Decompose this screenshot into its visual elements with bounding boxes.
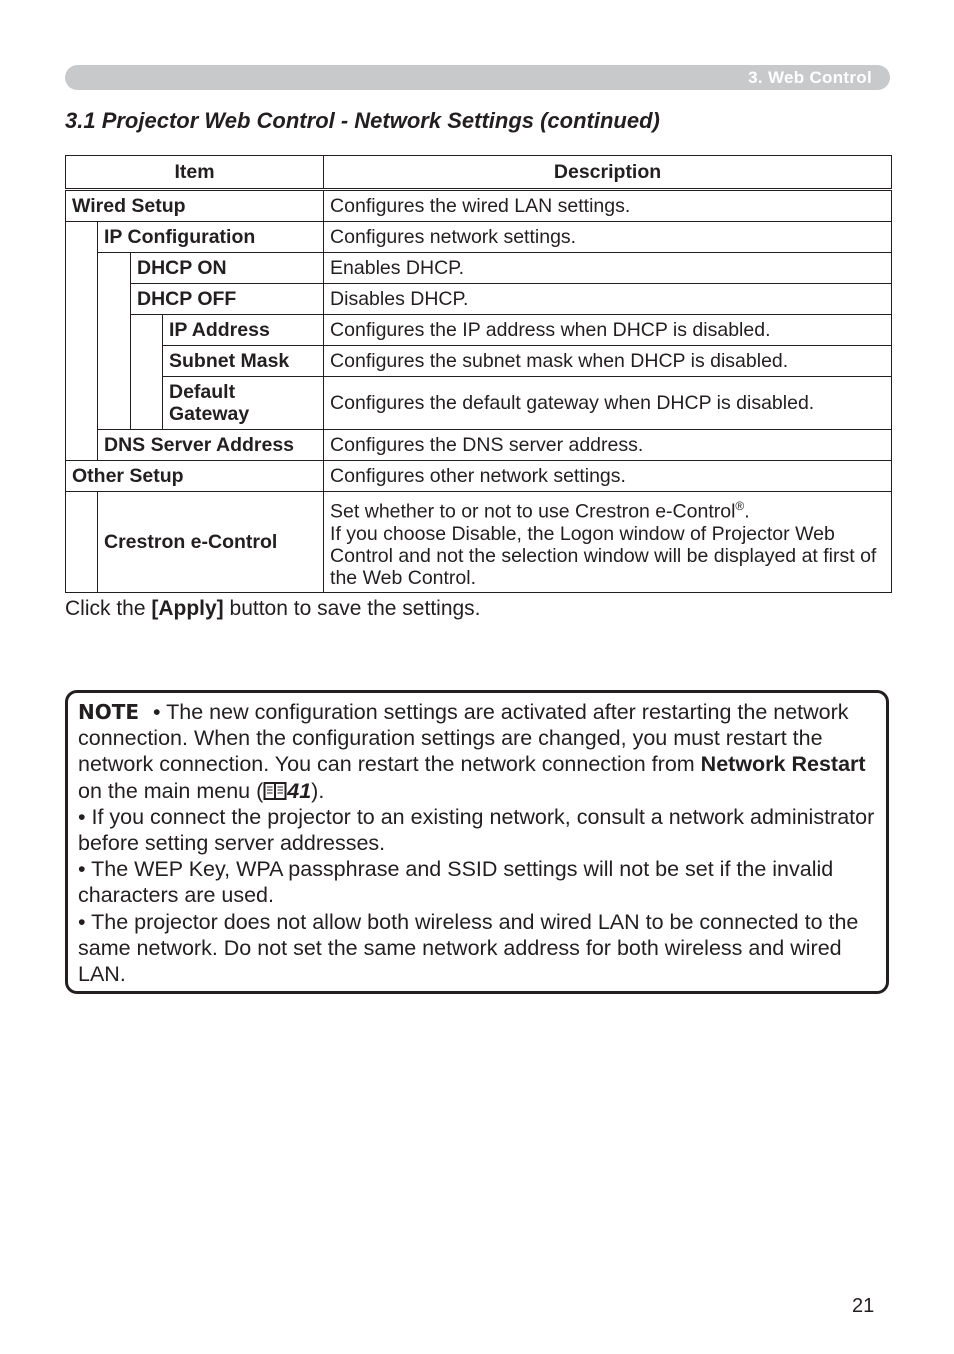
table-header-row bbox=[66, 156, 892, 190]
table-row bbox=[66, 190, 892, 222]
indent-cell bbox=[131, 315, 163, 430]
apply-button-label: [Apply] bbox=[151, 597, 224, 620]
indent-cell bbox=[98, 253, 131, 430]
item-ip-address: IP Address bbox=[163, 315, 324, 346]
desc-ip-address: Configures the IP address when DHCP is disabled. bbox=[324, 315, 892, 346]
column-header-description: Description bbox=[324, 156, 892, 190]
page-number: 21 bbox=[852, 1295, 875, 1317]
item-crestron: Crestron e-Control bbox=[98, 492, 324, 593]
note-p1-text: • The new configuration settings are activated after restarting the network connection. When the configuration settings are changed, you must restart the network connection. You can restart the network connection from bbox=[78, 700, 849, 777]
desc-crestron-line1-end: . bbox=[744, 500, 750, 523]
network-restart-label: Network Restart bbox=[700, 752, 866, 777]
apply-text-before: Click the bbox=[65, 597, 152, 620]
item-ip-configuration: IP Configuration bbox=[98, 222, 324, 253]
item-default-gateway-line1: Default bbox=[169, 381, 236, 403]
item-default-gateway bbox=[163, 377, 324, 430]
note-label: NOTE bbox=[78, 700, 140, 724]
desc-wired-setup: Configures the wired LAN settings. bbox=[324, 190, 892, 222]
table-row bbox=[66, 222, 892, 253]
desc-crestron-line1: Set whether to or not to use Crestron e-Control bbox=[330, 500, 736, 523]
table-row bbox=[66, 461, 892, 492]
book-icon bbox=[263, 781, 287, 801]
item-subnet-mask: Subnet Mask bbox=[163, 346, 324, 377]
note-box bbox=[65, 690, 889, 994]
table-row bbox=[66, 346, 892, 377]
desc-ip-configuration: Configures network settings. bbox=[324, 222, 892, 253]
item-other-setup: Other Setup bbox=[66, 461, 324, 492]
desc-dhcp-on: Enables DHCP. bbox=[324, 253, 892, 284]
note-p4: • The projector does not allow both wireless and wired LAN to be connected to the same network. Do not set the same network address for both wireless and wired LAN. bbox=[78, 909, 859, 987]
desc-crestron bbox=[324, 492, 892, 593]
chapter-header-bar bbox=[65, 65, 890, 90]
indent-cell bbox=[66, 222, 98, 461]
chapter-label: 3. Web Control bbox=[748, 68, 872, 87]
table-row bbox=[66, 492, 892, 593]
item-dhcp-on: DHCP ON bbox=[131, 253, 324, 284]
desc-dhcp-off: Disables DHCP. bbox=[324, 284, 892, 315]
table-row bbox=[66, 430, 892, 461]
note-p1-after: on the main menu ( bbox=[78, 778, 264, 803]
desc-subnet-mask: Configures the subnet mask when DHCP is disabled. bbox=[324, 346, 892, 377]
section-title: 3.1 Projector Web Control - Network Settings (continued) bbox=[65, 108, 660, 133]
registered-mark: ® bbox=[735, 499, 745, 513]
desc-dns-server: Configures the DNS server address. bbox=[324, 430, 892, 461]
table-row bbox=[66, 315, 892, 346]
item-dhcp-off: DHCP OFF bbox=[131, 284, 324, 315]
network-settings-table bbox=[65, 155, 892, 593]
note-p2: • If you connect the projector to an existing network, consult a network administrator before setting server addresses. bbox=[78, 804, 875, 856]
table-row bbox=[66, 253, 892, 284]
note-paragraph bbox=[78, 699, 876, 804]
item-dns-server: DNS Server Address bbox=[98, 430, 324, 461]
indent-cell bbox=[66, 492, 98, 593]
item-default-gateway-line2: Gateway bbox=[169, 403, 250, 425]
desc-default-gateway: Configures the default gateway when DHCP is disabled. bbox=[324, 377, 892, 430]
note-p1-close: ). bbox=[311, 778, 325, 803]
table-row bbox=[66, 284, 892, 315]
desc-other-setup: Configures other network settings. bbox=[324, 461, 892, 492]
apply-instruction bbox=[65, 597, 481, 621]
page-reference: 41 bbox=[287, 778, 312, 803]
note-p3: • The WEP Key, WPA passphrase and SSID settings will not be set if the invalid characters are used. bbox=[78, 857, 834, 908]
desc-crestron-line2: If you choose Disable, the Logon window of Projector Web Control and not the selection window will be displayed at first of the Web Control. bbox=[330, 522, 877, 589]
column-header-item: Item bbox=[66, 156, 324, 190]
table-row bbox=[66, 377, 892, 430]
item-wired-setup: Wired Setup bbox=[66, 190, 324, 222]
apply-text-after: button to save the settings. bbox=[223, 597, 481, 620]
